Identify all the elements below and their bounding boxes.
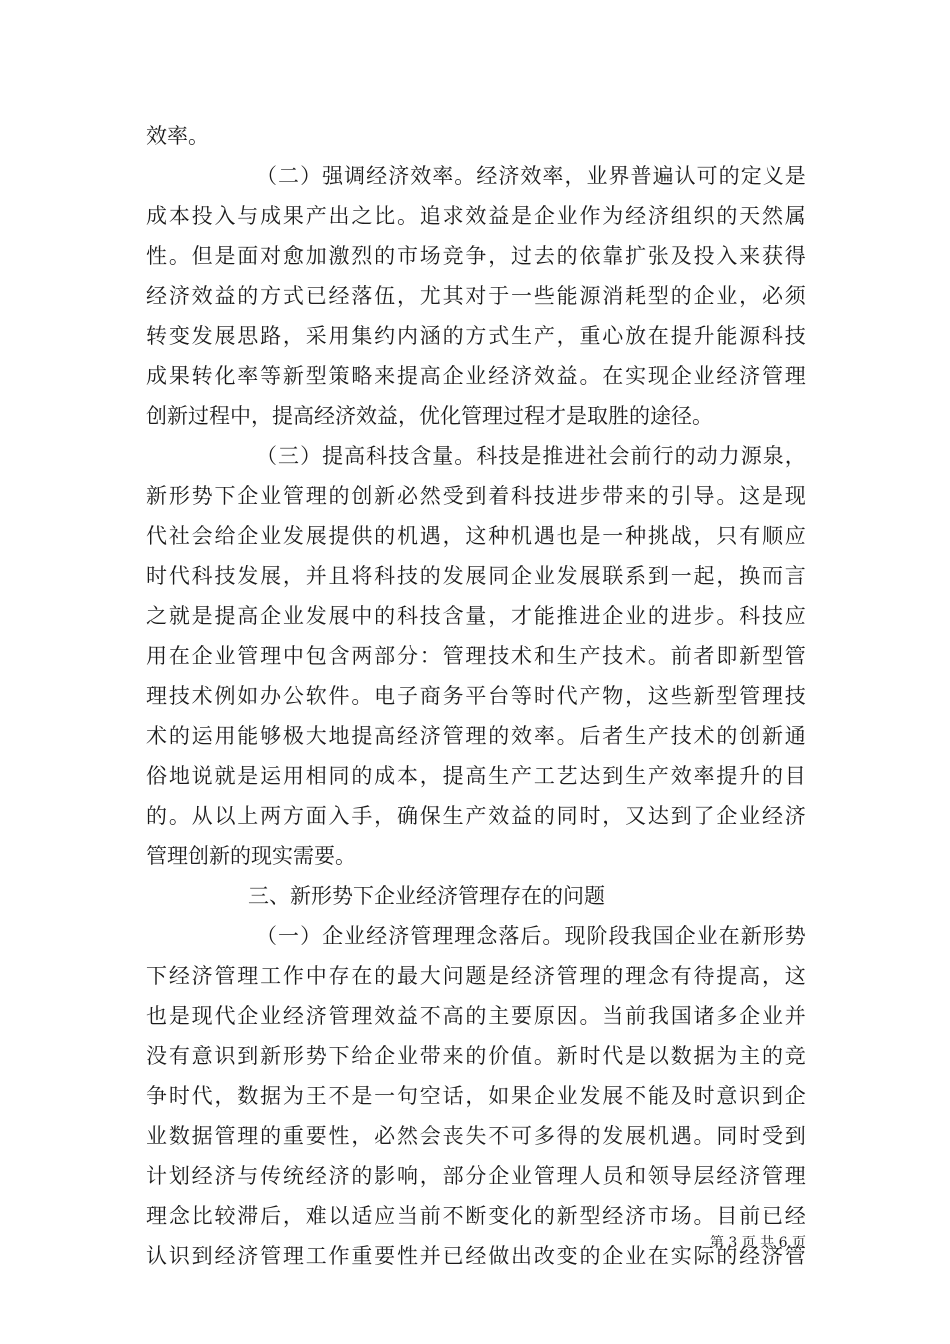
text-line: （ 三 ） 提 高 科 技 含 量 。 科 技 是 推 进 社 会 前 行 的 动 力 源 泉 ， bbox=[256, 444, 806, 468]
text-line: 俗 地 说 就 是 运 用 相 同 的 成 本 ， 提 高 生 产 工 艺 达 到 生 产 效 率 提 升 的 目 bbox=[146, 764, 806, 788]
text-line: 性 。 但 是 面 对 愈 加 激 烈 的 市 场 竞 争 ， 过 去 的 依 靠 扩 张 及 投 入 来 获 得 bbox=[146, 244, 806, 268]
text-line: 用 在 企 业 管 理 中 包 含 两 部 分 ： 管 理 技 术 和 生 产 技 术 。 前 者 即 新 型 管 bbox=[146, 644, 806, 668]
text-line: 的 。 从 以 上 两 方 面 入 手 ， 确 保 生 产 效 益 的 同 时 ， 又 达 到 了 企 业 经 济 bbox=[146, 804, 806, 828]
text-line: 理 念 比 较 滞 后 ， 难 以 适 应 当 前 不 断 变 化 的 新 型 经 济 市 场 。 目 前 已 经 bbox=[146, 1204, 806, 1228]
text-line: 时 代 科 技 发 展 ， 并 且 将 科 技 的 发 展 同 企 业 发 展 联 系 到 一 起 ， 换 而 言 bbox=[146, 564, 806, 588]
text-line: 之 就 是 提 高 企 业 发 展 中 的 科 技 含 量 ， 才 能 推 进 企 业 的 进 步 。 科 技 应 bbox=[146, 604, 806, 628]
text-line: 经 济 效 益 的 方 式 已 经 落 伍 ， 尤 其 对 于 一 些 能 源 消 耗 型 的 企 业 ， 必 须 bbox=[146, 284, 806, 308]
text-line: 没 有 意 识 到 新 形 势 下 给 企 业 带 来 的 价 值 。 新 时 代 是 以 数 据 为 主 的 竞 bbox=[146, 1044, 806, 1068]
text-line: 效率。 bbox=[146, 124, 209, 148]
text-line: 下 经 济 管 理 工 作 中 存 在 的 最 大 问 题 是 经 济 管 理 的 理 念 有 待 提 高 ， 这 bbox=[146, 964, 806, 988]
text-line: 计 划 经 济 与 传 统 经 济 的 影 响 ， 部 分 企 业 管 理 人 员 和 领 导 层 经 济 管 理 bbox=[146, 1164, 806, 1188]
text-line: 理 技 术 例 如 办 公 软 件 。 电 子 商 务 平 台 等 时 代 产 物 ， 这 些 新 型 管 理 技 bbox=[146, 684, 806, 708]
text-line: 业 数 据 管 理 的 重 要 性 ， 必 然 会 丧 失 不 可 多 得 的 发 展 机 遇 。 同 时 受 到 bbox=[146, 1124, 806, 1148]
text-line: 管理创新的现实需要。 bbox=[146, 844, 356, 868]
text-line: 创新过程中，提高经济效益，优化管理过程才是取胜的途径。 bbox=[146, 404, 713, 428]
page-footer: 第 3 页 共 6 页 bbox=[709, 1235, 806, 1251]
text-line: 术 的 运 用 能 够 极 大 地 提 高 经 济 管 理 的 效 率 。 后 者 生 产 技 术 的 创 新 通 bbox=[146, 724, 806, 748]
text-line: 转 变 发 展 思 路 ， 采 用 集 约 内 涵 的 方 式 生 产 ， 重 心 放 在 提 升 能 源 科 技 bbox=[146, 324, 806, 348]
text-line: （ 二 ） 强 调 经 济 效 率 。 经 济 效 率 ， 业 界 普 遍 认 可 的 定 义 是 bbox=[256, 164, 806, 188]
text-line: 成 果 转 化 率 等 新 型 策 略 来 提 高 企 业 经 济 效 益 。 在 实 现 企 业 经 济 管 理 bbox=[146, 364, 806, 388]
text-line: （ 一 ） 企 业 经 济 管 理 理 念 落 后 。 现 阶 段 我 国 企 业 在 新 形 势 bbox=[256, 924, 806, 948]
section-heading: 三、新形势下企业经济管理存在的问题 bbox=[248, 884, 605, 908]
text-line: 认 识 到 经 济 管 理 工 作 重 要 性 并 已 经 做 出 改 变 的 企 业 在 实 际 的 经 济 管 bbox=[146, 1244, 806, 1268]
text-line: 争 时 代 ， 数 据 为 王 不 是 一 句 空 话 ， 如 果 企 业 发 展 不 能 及 时 意 识 到 企 bbox=[146, 1084, 806, 1108]
document-body bbox=[146, 116, 806, 1276]
text-line: 成 本 投 入 与 成 果 产 出 之 比 。 追 求 效 益 是 企 业 作 为 经 济 组 织 的 天 然 属 bbox=[146, 204, 806, 228]
text-line: 代 社 会 给 企 业 发 展 提 供 的 机 遇 ， 这 种 机 遇 也 是 一 种 挑 战 ， 只 有 顺 应 bbox=[146, 524, 806, 548]
text-line: 也 是 现 代 企 业 经 济 管 理 效 益 不 高 的 主 要 原 因 。 当 前 我 国 诸 多 企 业 并 bbox=[146, 1004, 806, 1028]
text-line: 新 形 势 下 企 业 管 理 的 创 新 必 然 受 到 着 科 技 进 步 带 来 的 引 导 。 这 是 现 bbox=[146, 484, 806, 508]
